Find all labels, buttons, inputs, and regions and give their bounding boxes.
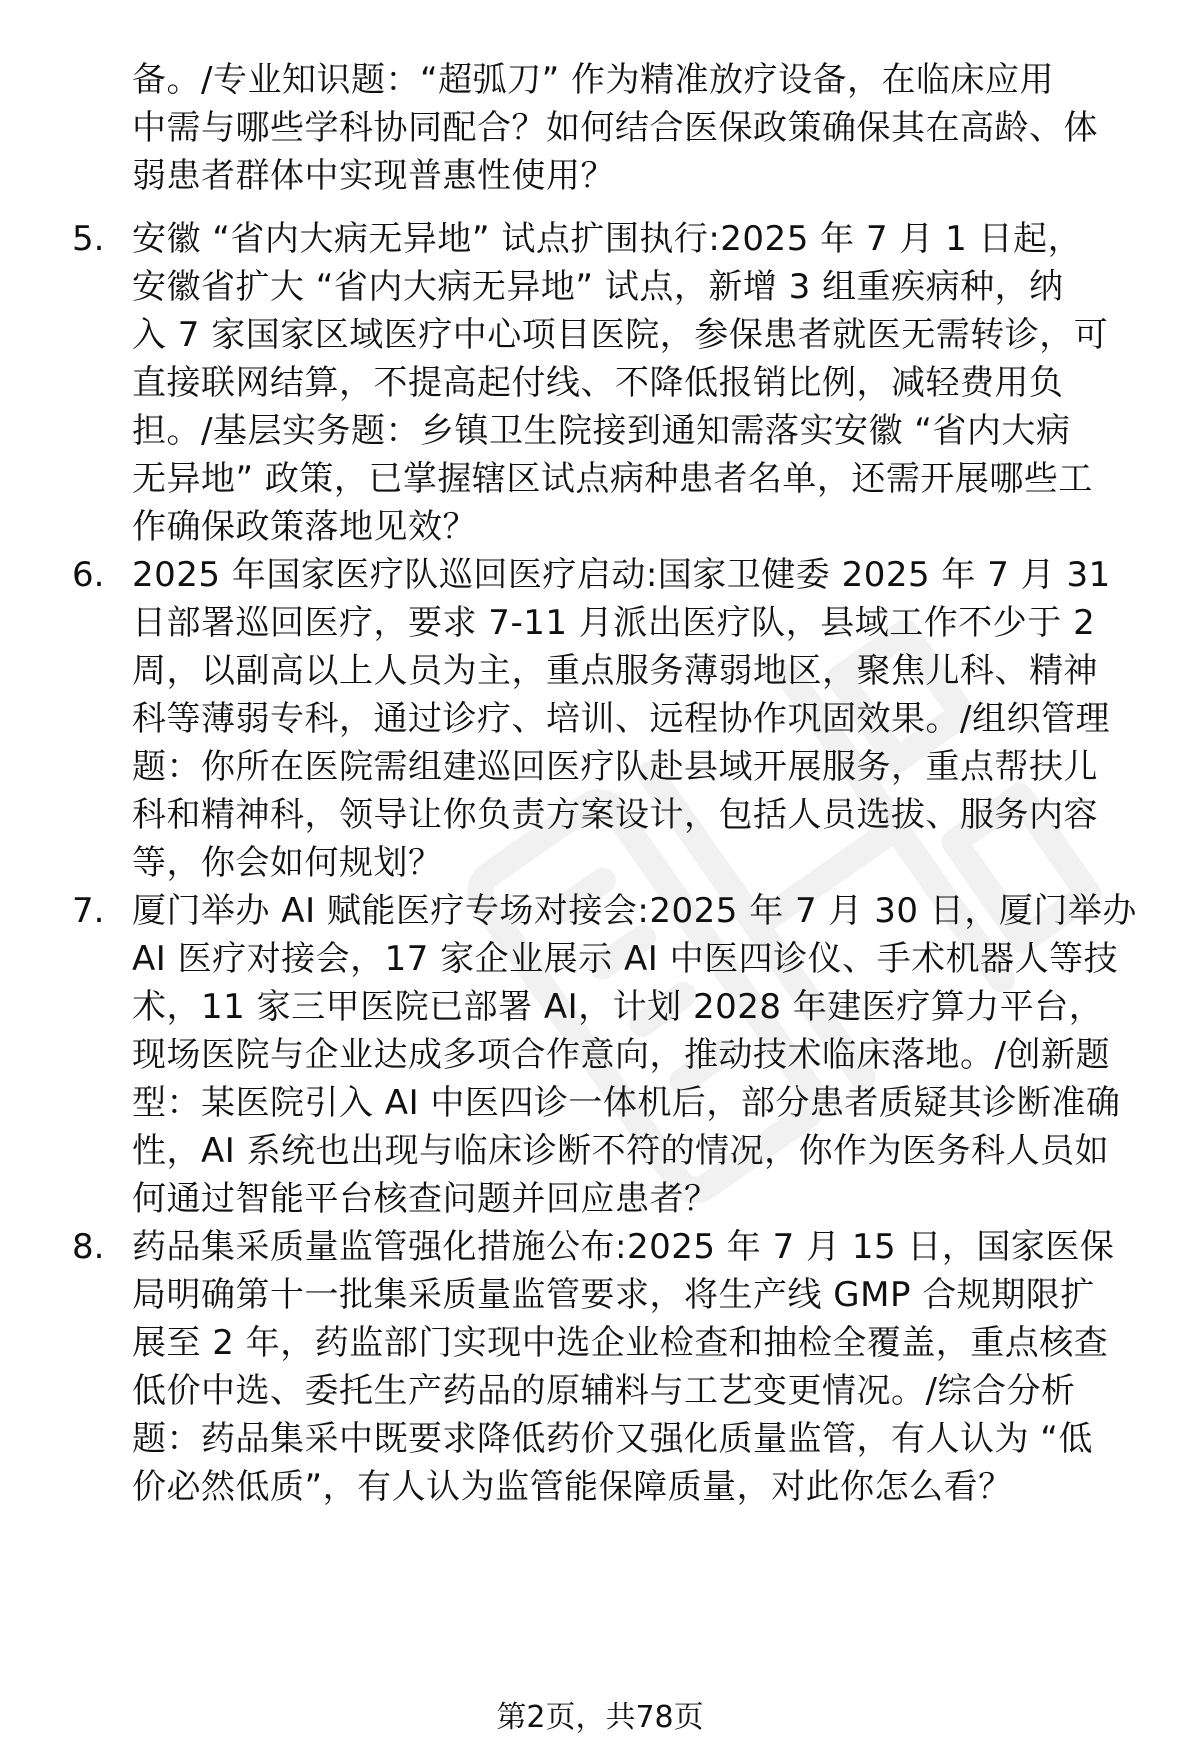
list-item-body [132, 551, 1162, 887]
text-line: 中需与哪些学科协同配合？如何结合医保政策确保其在高龄、体 [132, 108, 1098, 148]
text-line: 科等薄弱专科，通过诊疗、培训、远程协作巩固效果。/组织管理 [132, 699, 1110, 739]
text-line: 药品集采质量监管强化措施公布:2025 年 7 月 15 日，国家医保 [132, 1227, 1115, 1267]
text-line: 现场医院与企业达成多项合作意向，推动技术临床落地。/创新题 [132, 1035, 1110, 1075]
text-line: 直接联网结算，不提高起付线、不降低报销比例，减轻费用负 [132, 363, 1064, 403]
list-item-number: 7. [72, 891, 105, 931]
text-line: 题：你所在医院需组建巡回医疗队赴县域开展服务，重点帮扶儿 [132, 747, 1098, 787]
text-line: 周，以副高以上人员为主，重点服务薄弱地区，聚焦儿科、精神 [132, 651, 1098, 691]
text-line: 局明确第十一批集采质量监管要求，将生产线 GMP 合规期限扩 [132, 1275, 1095, 1315]
list-item-number: 5. [72, 219, 105, 259]
text-line: 安徽 “省内大病无异地” 试点扩围执行:2025 年 7 月 1 日起， [132, 219, 1083, 259]
text-line: 术，11 家三甲医院已部署 AI，计划 2028 年建医疗算力平台， [132, 987, 1104, 1027]
text-line: 备。/专业知识题：“超弧刀” 作为精准放疗设备，在临床应用 [132, 60, 1054, 100]
list-item-body [132, 1223, 1162, 1511]
text-line: 题：药品集采中既要求降低药价又强化质量监管，有人认为 “低 [132, 1419, 1093, 1459]
text-line: 担。/基层实务题：乡镇卫生院接到通知需落实安徽 “省内大病 [132, 411, 1071, 451]
text-line: 性，AI 系统也出现与临床诊断不符的情况，你作为医务科人员如 [132, 1131, 1110, 1171]
text-line: 安徽省扩大 “省内大病无异地” 试点，新增 3 组重疾病种，纳 [132, 267, 1064, 307]
text-line: 何通过智能平台核查问题并回应患者？ [132, 1179, 719, 1219]
text-line: AI 医疗对接会，17 家企业展示 AI 中医四诊仪、手术机器人等技 [132, 939, 1119, 979]
text-line: 弱患者群体中实现普惠性使用？ [132, 156, 615, 196]
text-line: 科和精神科，领导让你负责方案设计，包括人员选拔、服务内容 [132, 795, 1098, 835]
text-line: 无异地” 政策，已掌握辖区试点病种患者名单，还需开展哪些工 [132, 459, 1093, 499]
text-line: 型：某医院引入 AI 中医四诊一体机后，部分患者质疑其诊断准确 [132, 1083, 1121, 1123]
text-line: 价必然低质”，有人认为监管能保障质量，对此你怎么看？ [132, 1467, 1013, 1507]
text-line: 日部署巡回医疗，要求 7-11 月派出医疗队，县域工作不少于 2 [132, 603, 1096, 643]
list-item-number: 6. [72, 555, 105, 595]
list-item-number: 8. [72, 1227, 105, 1267]
text-line: 作确保政策落地见效？ [132, 507, 477, 547]
list-item-body [132, 215, 1162, 551]
text-line: 等，你会如何规划？ [132, 843, 443, 883]
list-item-body [132, 887, 1162, 1223]
text-line: 厦门举办 AI 赋能医疗专场对接会:2025 年 7 月 30 日，厦门举办 [132, 891, 1137, 931]
text-line: 低价中选、委托生产药品的原辅料与工艺变更情况。/综合分析 [132, 1371, 1076, 1411]
page-number-footer: 第2页，共78页 [496, 1700, 704, 1735]
text-line: 2025 年国家医疗队巡回医疗启动:国家卫健委 2025 年 7 月 31 [132, 555, 1111, 595]
text-line: 入 7 家国家区域医疗中心项目医院，参保患者就医无需转诊，可 [132, 315, 1109, 355]
text-line: 展至 2 年，药监部门实现中选企业检查和抽检全覆盖，重点核查 [132, 1323, 1109, 1363]
continuation-paragraph [132, 56, 1152, 200]
